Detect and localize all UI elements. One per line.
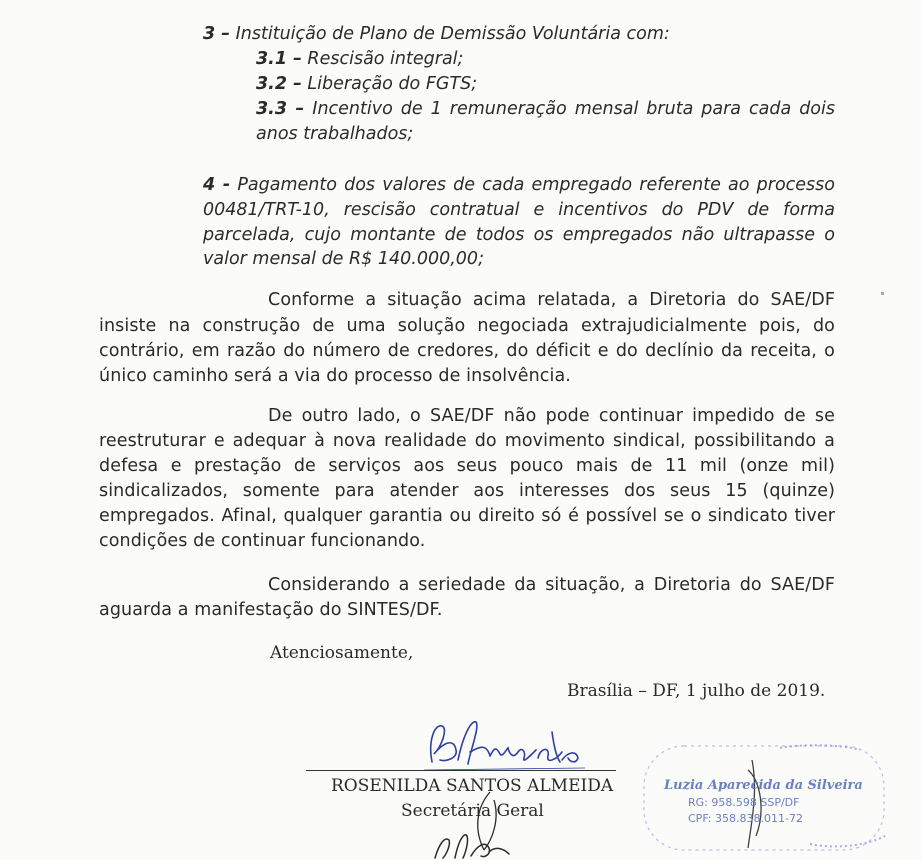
paragraph-1-line-1: Conforme a situação acima relatada, a Diretoria do SAE/DF [268,290,835,310]
paragraph-2-line-3: defesa e prestação de serviços aos seus pouco mais de 11 mil (onze mil) [99,456,835,476]
stamp-rg: RG: 958.598 SSP/DF [688,796,800,809]
paper-speck [881,292,884,295]
item-3-2-text: Liberação do FGTS; [307,74,478,94]
item-3-2 [256,74,477,94]
paraph-mark [470,790,510,860]
paragraph-1-line-4: único caminho será a via do processo de insolvência. [99,366,571,386]
paragraph-2-line-6: condições de continuar funcionando. [99,531,426,551]
item-3-text: Instituição de Plano de Demissão Voluntária com: [235,24,670,44]
item-3-3 [256,99,835,119]
paragraph-1-line-2: insiste na construção de uma solução negociada extrajudicialmente pois, do [99,316,835,336]
item-3-3-line2: anos trabalhados; [256,124,414,144]
item-4-text-1: Pagamento dos valores de cada empregado referente ao processo [237,175,835,195]
item-4-line2: 00481/TRT-10, rescisão contratual e incentivos do PDV de forma [203,200,835,220]
stamp-cpf: CPF: 358.838.011-72 [688,812,803,825]
notary-stamp [640,740,890,855]
item-3-2-number: 3.2 – [256,74,302,94]
paragraph-2-line-2: reestruturar e adequar à nova realidade do movimento sindical, possibilitando a [99,431,835,451]
paragraph-3-line-1: Considerando a seriedade da situação, a Diretoria do SAE/DF [268,575,835,595]
paragraph-2-line-4: sindicalizados, somente para atender aos interesses dos seus 15 (quinze) [99,481,835,501]
signatory-role: Secretária Geral [401,801,544,821]
item-4-line3: parcelada, cujo montante de todos os empregados não ultrapasse o [203,225,835,245]
item-3-3-line1: Incentivo de 1 remuneração mensal bruta para cada dois [312,99,835,119]
item-3-1 [256,49,463,69]
place-date: Brasília – DF, 1 julho de 2019. [567,681,826,701]
paragraph-3-line-2: aguarda a manifestação do SINTES/DF. [99,600,443,620]
item-3-1-text: Rescisão integral; [307,49,464,69]
item-3 [203,24,670,44]
item-4-line1 [203,175,835,195]
item-3-number: 3 – [203,24,231,44]
signatory-name: ROSENILDA SANTOS ALMEIDA [331,776,614,796]
paragraph-1-line-3: contrário, em razão do número de credores, do déficit e do declínio da receita, o [99,341,835,361]
item-3-3-number: 3.3 – [256,99,305,119]
handwritten-signature [420,712,590,774]
closing: Atenciosamente, [270,643,414,663]
item-4-number: 4 - [203,175,231,195]
item-4-line4: valor mensal de R$ 140.000,00; [203,249,484,269]
stamp-name: Luzia Aparecida da Silveira [664,778,863,793]
signature-line [306,770,616,771]
paragraph-2-line-1: De outro lado, o SAE/DF não pode continuar impedido de se [268,406,835,426]
paragraph-2-line-5: empregados. Afinal, qualquer garantia ou direito só é possível se o sindicato tiver [99,506,835,526]
item-3-1-number: 3.1 – [256,49,302,69]
